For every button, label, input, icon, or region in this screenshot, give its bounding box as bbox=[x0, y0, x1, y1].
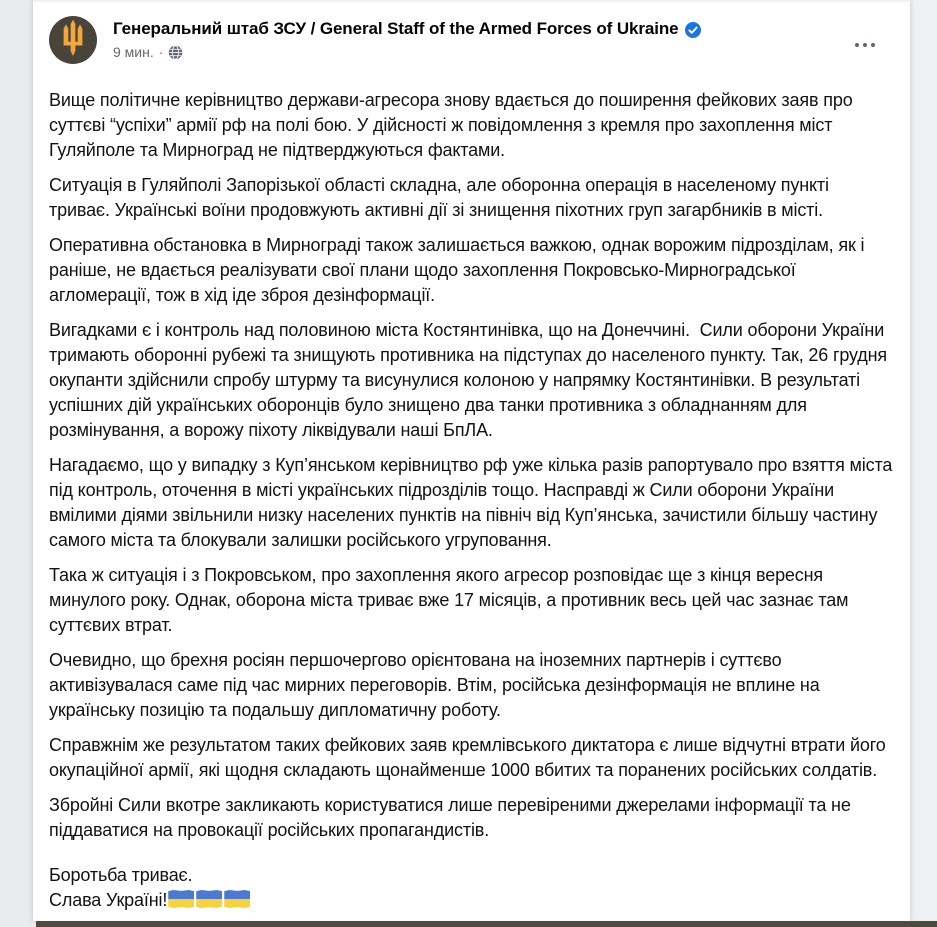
verified-badge-icon bbox=[685, 22, 701, 38]
post-body-text bbox=[33, 78, 910, 843]
dot-icon bbox=[871, 43, 876, 48]
post-options-button[interactable] bbox=[848, 32, 882, 58]
attachment-image-top-edge[interactable] bbox=[36, 921, 937, 927]
page-avatar[interactable] bbox=[49, 16, 97, 64]
post-paragraph: Справжнім же результатом таких фейкових заяв кремлівського диктатора є лише відчутні втрати його окупаційної армії, які щодня складають щонайменше 1000 вбитих та поранених російських солдатів. bbox=[49, 735, 891, 780]
post-paragraph: Оперативна обстановка в Мирнограді також залишається важкою, однак ворожим підрозділам, як і раніше, не вдається реалізувати свої плани щодо захоплення Покровсько-Мирноградської агломерації, тож в хід іде зброя дезінформації. bbox=[49, 235, 870, 305]
post-meta bbox=[113, 43, 894, 62]
header-text bbox=[113, 15, 894, 62]
author-line bbox=[113, 18, 894, 40]
meta-separator: · bbox=[158, 44, 164, 60]
globe-public-icon bbox=[168, 45, 183, 60]
ukraine-flag-emoji bbox=[196, 890, 222, 908]
closing-line-fight: Боротьба триває. bbox=[49, 865, 193, 885]
dot-icon bbox=[855, 43, 860, 48]
ukraine-flag-emoji bbox=[224, 890, 250, 908]
post-paragraph: Така ж ситуація і з Покровськом, про захоплення якого агресор розповідає ще з кінця вересня минулого року. Однак, оборона міста триває вже 17 місяців, а противник весь цей час зазнає там суттєвих втрат. bbox=[49, 565, 854, 635]
ukraine-flag-emoji bbox=[168, 890, 194, 908]
post-paragraph: Вигадками є і контроль над половиною міста Костянтинівка, що на Донеччині. Сили оборони України тримають оборонні рубежі та знищують противника на підступах до населеного пункту. Так, 26 грудня окупанти здійснили спробу штурму та висунулися колоною у напрямку Костянтинівки. В результаті успішних дій українських оборонців було знищено два танки противника з обладнанням для розмінування, а ворожу піхоту ліквідували наші БпЛА. bbox=[49, 320, 892, 440]
ukraine-flag-emojis bbox=[167, 888, 251, 913]
post-paragraph: Ситуація в Гуляйполі Запорізької області складна, але оборонна операція в населеному пункті триває. Українські воїни продовжують активні дії зі знищення піхотних груп загарбників в місті. bbox=[49, 175, 834, 220]
post-paragraph: Збройні Сили вкотре закликають користуватися лише перевіреними джерелами інформації та не піддаватися на провокації російських пропагандистів. bbox=[49, 795, 856, 840]
post-closing bbox=[33, 853, 910, 913]
post-paragraph: Очевидно, що брехня росіян першочергово орієнтована на іноземних партнерів і суттєво активізувалася саме під час мирних переговорів. Втім, російська дезінформація не вплине на українську позицію та подальшу дипломатичну роботу. bbox=[49, 650, 825, 720]
post-header bbox=[33, 2, 910, 78]
post-card bbox=[33, 0, 910, 921]
dot-icon bbox=[863, 43, 868, 48]
timestamp-link[interactable]: 9 мин. bbox=[113, 44, 154, 60]
closing-line-glory bbox=[49, 888, 894, 913]
closing-glory-text: Слава Україні! bbox=[49, 890, 168, 910]
tryzub-trident-icon bbox=[58, 19, 88, 62]
post-paragraph: Нагадаємо, що у випадку з Куп’янськом керівництво рф уже кілька разів рапортувало про взяття міста під контроль, оточення в місті українських підрозділів тощо. Насправді ж Сили оборони України вмілими діями звільнили низку населених пунктів на північ від Куп’янська, зачистили більшу частину самого міста та блокували залишки російського угруповання. bbox=[49, 455, 898, 550]
post-paragraph: Вище політичне керівництво держави-агресора знову вдається до поширення фейкових заяв про суттєві “успіхи” армії рф на полі бою. У дійсності ж повідомлення з кремля про захоплення міст Гуляйполе та Мирноград не підтверджуються фактами. bbox=[49, 90, 858, 160]
page-name-link[interactable]: Генеральний штаб ЗСУ / General Staff of the Armed Forces of Ukraine bbox=[113, 19, 679, 38]
